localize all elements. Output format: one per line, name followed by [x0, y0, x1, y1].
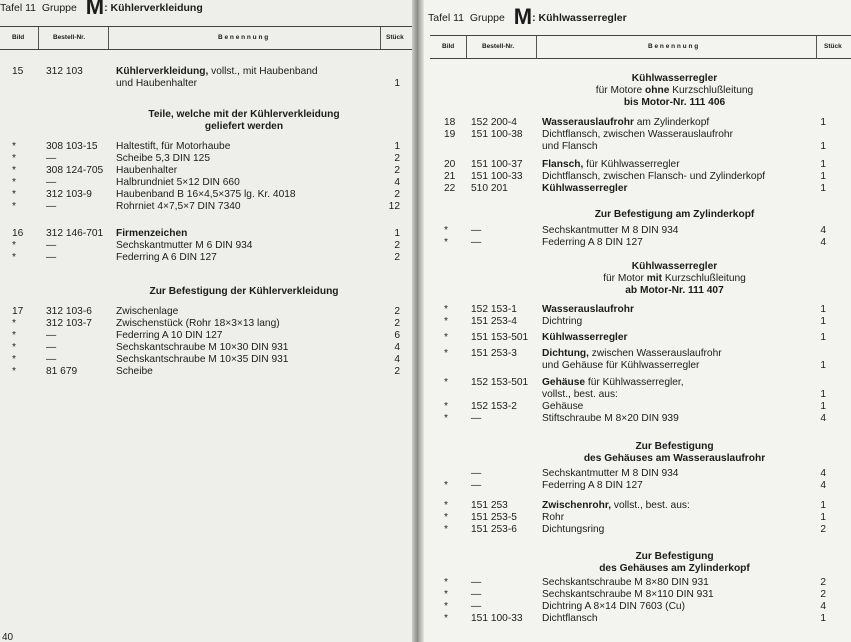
table-row	[424, 480, 851, 492]
bild-cell: *	[444, 413, 448, 424]
bild-cell: *	[444, 316, 448, 327]
quantity-cell: 1	[820, 117, 826, 128]
quantity-cell: 2	[394, 189, 400, 200]
part-number-cell: —	[46, 240, 57, 251]
gruppe-letter: M	[85, 0, 105, 19]
book-gutter	[412, 0, 424, 642]
description-cell	[116, 318, 280, 330]
part-number-cell: 151 253-3	[471, 348, 517, 359]
column-header	[0, 26, 412, 50]
description-bold: Flansch,	[542, 159, 584, 170]
right-page	[424, 0, 851, 642]
description-cell	[116, 189, 296, 201]
part-number-cell: 151 253-6	[471, 524, 517, 535]
table-row	[0, 366, 412, 378]
description-text: Sechskantschraube M 10×30 DIN 931	[116, 342, 289, 353]
table-row	[0, 165, 412, 177]
table-row	[0, 354, 412, 366]
part-number-cell: 308 103-15	[46, 141, 98, 152]
description-cell	[116, 252, 217, 264]
gruppe-label: Gruppe	[469, 12, 505, 24]
description-cell	[542, 480, 643, 492]
table-row	[0, 306, 412, 318]
description-text: Sechskantschraube M 8×80 DIN 931	[542, 577, 709, 588]
part-number-cell: 151 253-5	[471, 512, 517, 523]
part-number-cell: 152 153-501	[471, 377, 529, 388]
description-cell	[116, 330, 222, 342]
description-bold: Kühlerverkleidung,	[116, 66, 209, 77]
description-text: Federring A 10 DIN 127	[116, 330, 223, 341]
quantity-cell: 1	[394, 78, 400, 89]
bild-cell: 20	[444, 159, 456, 170]
quantity-cell: 4	[820, 601, 826, 612]
part-number-cell: —	[46, 252, 57, 263]
part-number-cell: 152 153-1	[471, 304, 517, 315]
description-text: Sechskantschraube M 8×110 DIN 931	[542, 589, 714, 600]
table-row	[0, 318, 412, 330]
bild-cell: 15	[12, 66, 24, 77]
column-header	[430, 35, 851, 59]
table-row	[0, 228, 412, 240]
description-text: und Gehäuse für Kühlwasserregler	[542, 360, 700, 371]
table-row	[424, 613, 851, 625]
description-text: Zwischenlage	[116, 306, 179, 317]
quantity-cell: 4	[820, 413, 826, 424]
bild-cell: *	[444, 512, 448, 523]
table-row	[424, 159, 851, 171]
description-text: Zwischenstück (Rohr 18×3×13 lang)	[116, 318, 280, 329]
section-heading: Zur Befestigung	[635, 551, 714, 562]
quantity-cell: 4	[394, 177, 400, 188]
bild-cell: *	[444, 225, 448, 236]
page-number: 40	[2, 632, 14, 642]
bild-cell: *	[444, 500, 448, 511]
section-heading: Kühlwasserregler	[631, 73, 718, 84]
description-text: Federring A 8 DIN 127	[542, 480, 643, 491]
part-number-cell: 312 146-701	[46, 228, 104, 239]
description-cell	[542, 377, 684, 389]
description-text: Scheibe 5,3 DIN 125	[116, 153, 211, 164]
bild-cell: *	[12, 240, 16, 251]
bild-cell: *	[444, 589, 448, 600]
table-row	[424, 377, 851, 389]
description-cell	[116, 78, 197, 90]
description-text: Sechskantmutter M 6 DIN 934	[116, 240, 253, 251]
table-row	[0, 153, 412, 165]
part-number-cell: 308 124-705	[46, 165, 104, 176]
col-bestell: Bestell-Nr.	[53, 34, 86, 41]
description-text: für Kühlwasserregler,	[585, 377, 684, 388]
col-bild: Bild	[12, 34, 25, 41]
quantity-cell: 1	[820, 389, 826, 400]
table-row	[424, 304, 851, 316]
description-cell	[542, 401, 583, 413]
page-subject: : Kühlerverkleidung	[104, 2, 203, 14]
description-text: und Flansch	[542, 141, 598, 152]
description-cell	[116, 66, 318, 78]
bild-cell: *	[12, 141, 16, 152]
description-cell	[116, 240, 252, 252]
description-text: Dichtring A 8×14 DIN 7603 (Cu)	[542, 601, 685, 612]
part-number-cell: —	[46, 177, 57, 188]
description-text: für Kühlwasserregler	[583, 159, 680, 170]
description-text: Scheibe	[116, 366, 153, 377]
description-cell	[116, 153, 210, 165]
quantity-cell: 1	[820, 159, 826, 170]
description-cell	[542, 129, 733, 141]
description-text: Sechskantschraube M 10×35 DIN 931	[116, 354, 289, 365]
description-cell	[542, 304, 634, 316]
section-heading: Zur Befestigung	[635, 441, 714, 452]
table-row	[424, 141, 851, 153]
bild-cell: 17	[12, 306, 24, 317]
description-text: Sechskantmutter M 8 DIN 934	[542, 468, 679, 479]
description-text: Rohrniet 4×7,5×7 DIN 7340	[116, 201, 241, 212]
quantity-cell: 1	[820, 171, 826, 182]
description-bold: Zwischenrohr,	[542, 500, 612, 511]
table-row	[424, 401, 851, 413]
description-cell	[542, 117, 709, 129]
description-text: Dichtring	[542, 316, 583, 327]
bild-cell: *	[12, 330, 16, 341]
description-cell	[116, 201, 241, 213]
col-bild: Bild	[442, 43, 455, 50]
quantity-cell: 1	[820, 332, 826, 343]
bild-cell: *	[444, 332, 448, 343]
part-number-cell: 151 100-38	[471, 129, 523, 140]
table-row	[424, 171, 851, 183]
quantity-cell: 1	[820, 360, 826, 371]
quantity-cell: 2	[820, 577, 826, 588]
section-heading: Kühlwasserregler	[631, 261, 718, 272]
bild-cell: *	[444, 304, 448, 315]
description-cell	[542, 468, 678, 480]
description-cell	[542, 183, 628, 195]
table-row	[424, 589, 851, 601]
table-row	[424, 512, 851, 524]
table-row	[424, 316, 851, 328]
description-text: Sechskantmutter M 8 DIN 934	[542, 225, 679, 236]
description-text: Gehäuse	[542, 401, 584, 412]
table-row	[0, 342, 412, 354]
part-number-cell: 151 100-33	[471, 613, 523, 624]
description-text: vollst., mit Haubenband	[208, 66, 318, 77]
description-cell	[542, 171, 765, 183]
table-row	[424, 348, 851, 360]
table-row	[424, 129, 851, 141]
description-cell	[116, 342, 288, 354]
part-number-cell: —	[471, 601, 482, 612]
section-heading: ab Motor-Nr. 111 407	[625, 285, 724, 296]
section-heading: geliefert werden	[204, 121, 284, 132]
quantity-cell: 4	[820, 480, 826, 491]
quantity-cell: 6	[394, 330, 400, 341]
quantity-cell: 4	[820, 225, 826, 236]
quantity-cell: 2	[394, 318, 400, 329]
bild-cell: *	[12, 342, 16, 353]
description-cell	[116, 177, 240, 189]
description-bold: Firmenzeichen	[116, 228, 188, 239]
section-heading: Zur Befestigung der Kühlerverkleidung	[149, 286, 339, 297]
quantity-cell: 1	[394, 228, 400, 239]
quantity-cell: 4	[820, 468, 826, 479]
quantity-cell: 4	[394, 342, 400, 353]
quantity-cell: 2	[394, 240, 400, 251]
part-number-cell: 510 201	[471, 183, 508, 194]
description-cell	[542, 500, 690, 512]
quantity-cell: 2	[394, 306, 400, 317]
description-text: Haubenband B 16×4,5×375 lg. Kr. 4018	[116, 189, 296, 200]
quantity-cell: 1	[820, 183, 826, 194]
section-subheading: für Motor mit Kurzschlußleitung	[603, 273, 746, 284]
section-heading: bis Motor-Nr. 111 406	[623, 97, 726, 108]
description-cell	[542, 348, 722, 360]
table-row	[424, 601, 851, 613]
col-benennung: B e n e n n u n g	[648, 43, 699, 50]
quantity-cell: 2	[394, 252, 400, 263]
quantity-cell: 1	[820, 401, 826, 412]
bild-cell: *	[444, 401, 448, 412]
table-row	[424, 117, 851, 129]
description-cell	[542, 524, 604, 536]
description-cell	[542, 577, 709, 589]
part-number-cell: —	[471, 225, 482, 236]
description-text: Federring A 6 DIN 127	[116, 252, 217, 263]
table-row	[0, 66, 412, 78]
table-row	[424, 524, 851, 536]
part-number-cell: —	[46, 330, 57, 341]
part-number-cell: 312 103-7	[46, 318, 92, 329]
bild-cell: *	[444, 524, 448, 535]
description-text: Dichtungsring	[542, 524, 605, 535]
table-row	[424, 360, 851, 372]
quantity-cell: 2	[394, 165, 400, 176]
part-number-cell: —	[471, 237, 482, 248]
description-text: vollst., best. aus:	[542, 389, 618, 400]
section-heading: Teile, welche mit der Kühlerverkleidung	[148, 109, 340, 120]
part-number-cell: —	[471, 577, 482, 588]
description-text: Haubenhalter	[116, 165, 178, 176]
part-number-cell: —	[471, 589, 482, 600]
description-text: Dichtflansch, zwischen Flansch- und Zylinderkopf	[542, 171, 766, 182]
description-bold: Kühlwasserregler	[542, 332, 628, 343]
quantity-cell: 2	[820, 589, 826, 600]
part-number-cell: 312 103	[46, 66, 83, 77]
table-row	[0, 78, 412, 90]
description-text: Halbrundniet 5×12 DIN 660	[116, 177, 240, 188]
part-number-cell: 152 153-2	[471, 401, 517, 412]
quantity-cell: 1	[820, 141, 826, 152]
table-row	[424, 237, 851, 249]
section-heading: des Gehäuses am Zylinderkopf	[599, 563, 750, 574]
bild-cell: *	[12, 201, 16, 212]
quantity-cell: 1	[820, 316, 826, 327]
table-row	[424, 225, 851, 237]
description-text: Dichtflansch	[542, 613, 598, 624]
description-cell	[116, 141, 230, 153]
description-text: Stiftschraube M 8×20 DIN 939	[542, 413, 679, 424]
bild-cell: *	[12, 318, 16, 329]
bild-cell: *	[444, 601, 448, 612]
part-number-cell: 151 253-4	[471, 316, 517, 327]
quantity-cell: 1	[820, 512, 826, 523]
description-cell	[542, 613, 598, 625]
bild-cell: *	[12, 153, 16, 164]
section-heading: des Gehäuses am Wasserauslaufrohr	[583, 453, 766, 464]
page-subject: : Kühlwasserregler	[532, 12, 627, 24]
gruppe-label: Gruppe	[41, 2, 77, 14]
description-cell	[542, 512, 564, 524]
description-text: und Haubenhalter	[116, 78, 197, 89]
bild-cell: 16	[12, 228, 24, 239]
part-number-cell: 312 103-6	[46, 306, 92, 317]
part-number-cell: —	[471, 468, 482, 479]
description-bold: Gehäuse	[542, 377, 586, 388]
part-number-cell: —	[46, 342, 57, 353]
description-bold: Wasserauslaufrohr	[542, 304, 634, 315]
bild-cell: *	[444, 613, 448, 624]
description-text: Haltestift, für Motorhaube	[116, 141, 231, 152]
table-row	[0, 240, 412, 252]
bild-cell: *	[12, 177, 16, 188]
part-number-cell: 152 200-4	[471, 117, 517, 128]
description-cell	[542, 360, 699, 372]
tafel-label: Tafel 11	[428, 12, 464, 24]
description-cell	[542, 237, 643, 249]
bild-cell: 22	[444, 183, 456, 194]
col-benennung: B e n e n n u n g	[218, 34, 269, 41]
table-row	[424, 577, 851, 589]
table-row	[0, 201, 412, 213]
col-bestell: Bestell-Nr.	[482, 43, 515, 50]
table-row	[424, 413, 851, 425]
part-number-cell: 151 100-33	[471, 171, 523, 182]
bild-cell: *	[12, 165, 16, 176]
description-cell	[542, 413, 679, 425]
bild-cell: *	[12, 252, 16, 263]
quantity-cell: 1	[820, 613, 826, 624]
description-cell	[116, 354, 288, 366]
part-number-cell: —	[46, 153, 57, 164]
part-number-cell: 151 253	[471, 500, 508, 511]
table-row	[424, 183, 851, 195]
description-cell	[116, 306, 178, 318]
quantity-cell: 2	[820, 524, 826, 535]
table-row	[424, 500, 851, 512]
description-text: Rohr	[542, 512, 565, 523]
bild-cell: *	[12, 354, 16, 365]
description-cell	[542, 159, 680, 171]
description-cell	[116, 165, 177, 177]
description-bold: Dichtung,	[542, 348, 589, 359]
bild-cell: 21	[444, 171, 456, 182]
bild-cell: *	[444, 480, 448, 491]
description-text: Federring A 8 DIN 127	[542, 237, 643, 248]
description-cell	[542, 141, 598, 153]
bild-cell: 18	[444, 117, 456, 128]
description-text: zwischen Wasserauslaufrohr	[588, 348, 722, 359]
part-number-cell: 312 103-9	[46, 189, 92, 200]
description-cell	[542, 589, 714, 601]
bild-cell: *	[444, 348, 448, 359]
description-cell	[542, 389, 618, 401]
col-stueck: Stück	[386, 34, 404, 41]
bild-cell: *	[444, 577, 448, 588]
quantity-cell: 2	[394, 366, 400, 377]
col-stueck: Stück	[824, 43, 842, 50]
left-page	[0, 0, 412, 642]
quantity-cell: 1	[394, 141, 400, 152]
gruppe-letter: M	[513, 4, 533, 29]
part-number-cell: 81 679	[46, 366, 78, 377]
part-number-cell: —	[471, 413, 482, 424]
tafel-label: Tafel 11	[0, 2, 36, 14]
bild-cell: *	[444, 377, 448, 388]
description-bold: Kühlwasserregler	[542, 183, 628, 194]
part-number-cell: —	[471, 480, 482, 491]
description-text: Dichtflansch, zwischen Wasserauslaufrohr	[542, 129, 733, 140]
section-subheading: für Motore ohne Kurzschlußleitung	[595, 85, 754, 96]
table-row	[424, 332, 851, 344]
table-row	[0, 189, 412, 201]
description-cell	[542, 225, 678, 237]
bild-cell: *	[12, 366, 16, 377]
part-number-cell: 151 100-37	[471, 159, 523, 170]
table-row	[0, 177, 412, 189]
bild-cell: *	[12, 189, 16, 200]
description-text: am Zylinderkopf	[633, 117, 710, 128]
quantity-cell: 4	[394, 354, 400, 365]
description-cell	[116, 366, 153, 378]
right-page-header	[428, 4, 627, 30]
quantity-cell: 1	[820, 500, 826, 511]
quantity-cell: 1	[820, 304, 826, 315]
quantity-cell: 2	[394, 153, 400, 164]
part-number-cell: 151 153-501	[471, 332, 529, 343]
quantity-cell: 4	[820, 237, 826, 248]
part-number-cell: —	[46, 201, 57, 212]
description-cell	[116, 228, 187, 240]
section-heading: Zur Befestigung am Zylinderkopf	[594, 209, 755, 220]
description-cell	[542, 332, 628, 344]
left-page-header	[0, 0, 203, 20]
bild-cell: 19	[444, 129, 456, 140]
table-row	[0, 330, 412, 342]
description-text: vollst., best. aus:	[611, 500, 690, 511]
description-cell	[542, 316, 582, 328]
table-row	[0, 141, 412, 153]
quantity-cell: 12	[388, 201, 400, 212]
part-number-cell: —	[46, 354, 57, 365]
table-row	[424, 389, 851, 401]
table-row	[424, 468, 851, 480]
description-cell	[542, 601, 685, 613]
description-bold: Wasserauslaufrohr	[542, 117, 634, 128]
bild-cell: *	[444, 237, 448, 248]
table-row	[0, 252, 412, 264]
